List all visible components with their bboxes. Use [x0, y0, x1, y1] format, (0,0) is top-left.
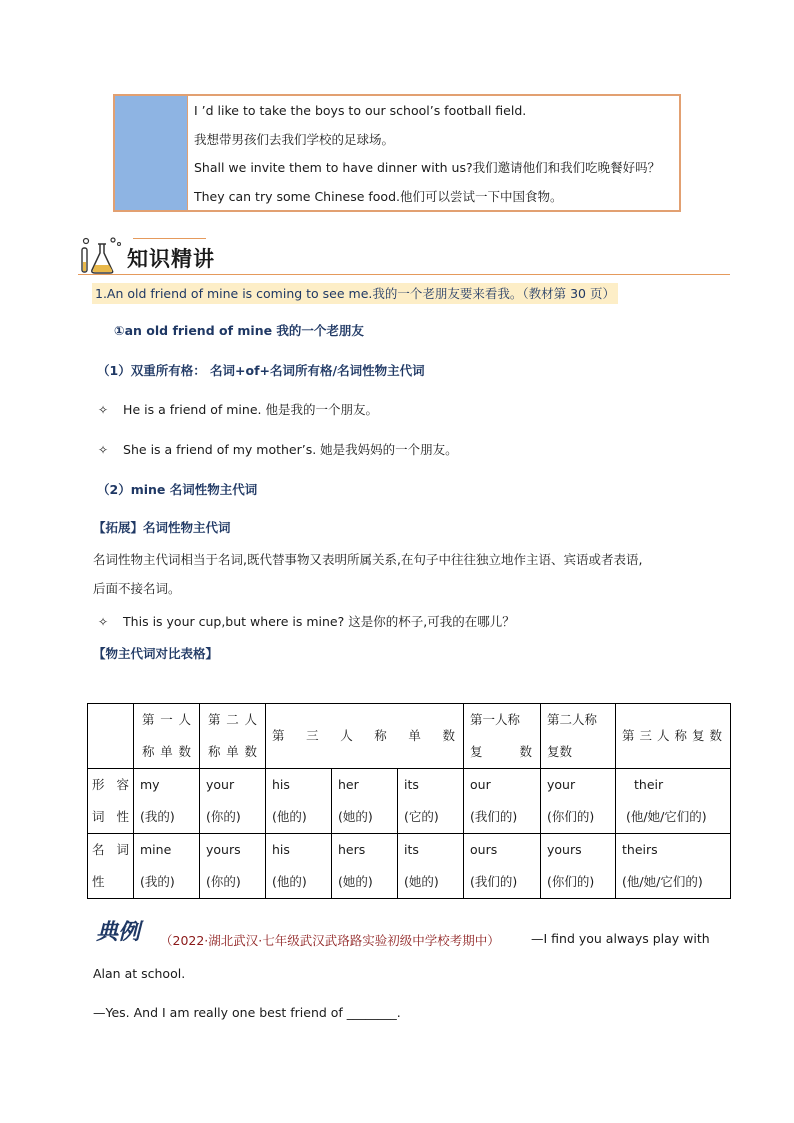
table-cell: theirs (他/她/它们的) [616, 834, 731, 899]
table-row [88, 769, 731, 834]
example-logo-icon [96, 918, 158, 944]
header-second-singular: 第二人 称单数 [200, 704, 266, 769]
bullet-icon: ✧ [98, 443, 109, 457]
table-cell: mine (我的) [134, 834, 200, 899]
item-double-possessive: （1）双重所有格： 名词+of+名词所有格/名词性物主代词 [97, 363, 425, 378]
table-label: 【物主代词对比表格】 [93, 646, 219, 661]
pronoun-table [87, 703, 731, 899]
table-cell: yours (你们的) [541, 834, 616, 899]
example-sentence-2: ✧ She is a friend of my mother’s. 她是我妈妈的一个朋友。 [98, 442, 458, 457]
header-third-singular: 第三人称单数 [266, 704, 464, 769]
corner-cell [88, 704, 134, 769]
svg-text:典例: 典例 [96, 919, 141, 944]
header-third-plural: 第三人称复数 [616, 704, 731, 769]
example-question-line-2: Alan at school. [93, 966, 186, 981]
table-cell: its (它的) [398, 769, 464, 834]
example-answer-line: —Yes. And I am really one best friend of ________. [93, 1005, 401, 1020]
example-box-text [188, 96, 679, 210]
table-cell: my (我的) [134, 769, 200, 834]
table-cell: her (她的) [332, 769, 398, 834]
example-question-line-1: —I find you always play with [531, 931, 710, 946]
heading-rule [78, 274, 730, 275]
bullet-icon: ✧ [98, 615, 109, 629]
table-cell: their (他/她/它们的) [616, 769, 731, 834]
example-sentence-1: ✧ He is a friend of mine. 他是我的一个朋友。 [98, 402, 378, 417]
sub-heading: ①an old friend of mine 我的一个老朋友 [114, 323, 364, 338]
item-mine: （2）mine 名词性物主代词 [97, 482, 258, 497]
table-header-row [88, 704, 731, 769]
expand-text-line-2: 后面不接名词。 [93, 581, 181, 596]
row-label-adjective: 形容 词性 [88, 769, 134, 834]
row-label-noun: 名词 性 [88, 834, 134, 899]
example-line: They can try some Chinese food.他们可以尝试一下中国食物。 [194, 188, 563, 204]
example-line: 我想带男孩们去我们学校的足球场。 [194, 131, 395, 147]
example-line: I ’d like to take the boys to our school’s football field. [194, 103, 527, 118]
table-cell: ours (我们的) [464, 834, 541, 899]
flask-icon [78, 236, 126, 276]
example-source: （2022·湖北武汉·七年级武汉武珞路实验初级中学校考期中） [160, 933, 500, 948]
header-first-singular: 第一人 称单数 [134, 704, 200, 769]
table-cell: his (他的) [266, 769, 332, 834]
table-cell: your (你的) [200, 769, 266, 834]
table-cell: his (他的) [266, 834, 332, 899]
table-cell: its (她的) [398, 834, 464, 899]
table-cell: your (你们的) [541, 769, 616, 834]
heading-top-rule [133, 238, 206, 239]
expand-text-line-1: 名词性物主代词相当于名词,既代替事物又表明所属关系,在句子中往往独立地作主语、宾语或者表语, [93, 552, 643, 567]
example-box-side [115, 96, 188, 210]
table-cell: our (我们的) [464, 769, 541, 834]
header-first-plural: 第一人称 复数 [464, 704, 541, 769]
example-line: Shall we invite them to have dinner with us?我们邀请他们和我们吃晚餐好吗？ [194, 160, 661, 175]
table-row [88, 834, 731, 899]
key-sentence: 1.An old friend of mine is coming to see me.我的一个老朋友要来看我。（教材第 30 页） [92, 283, 618, 304]
table-cell: hers (她的) [332, 834, 398, 899]
bullet-icon: ✧ [98, 403, 109, 417]
table-cell: yours (你的) [200, 834, 266, 899]
example-sentence-3: ✧ This is your cup,but where is mine? 这是你的杯子,可我的在哪儿？ [98, 614, 515, 629]
example-box [113, 94, 681, 212]
section-title: 知识精讲 [127, 247, 215, 271]
expand-label: 【拓展】名词性物主代词 [93, 520, 231, 535]
header-second-plural: 第二人称 复数 [541, 704, 616, 769]
